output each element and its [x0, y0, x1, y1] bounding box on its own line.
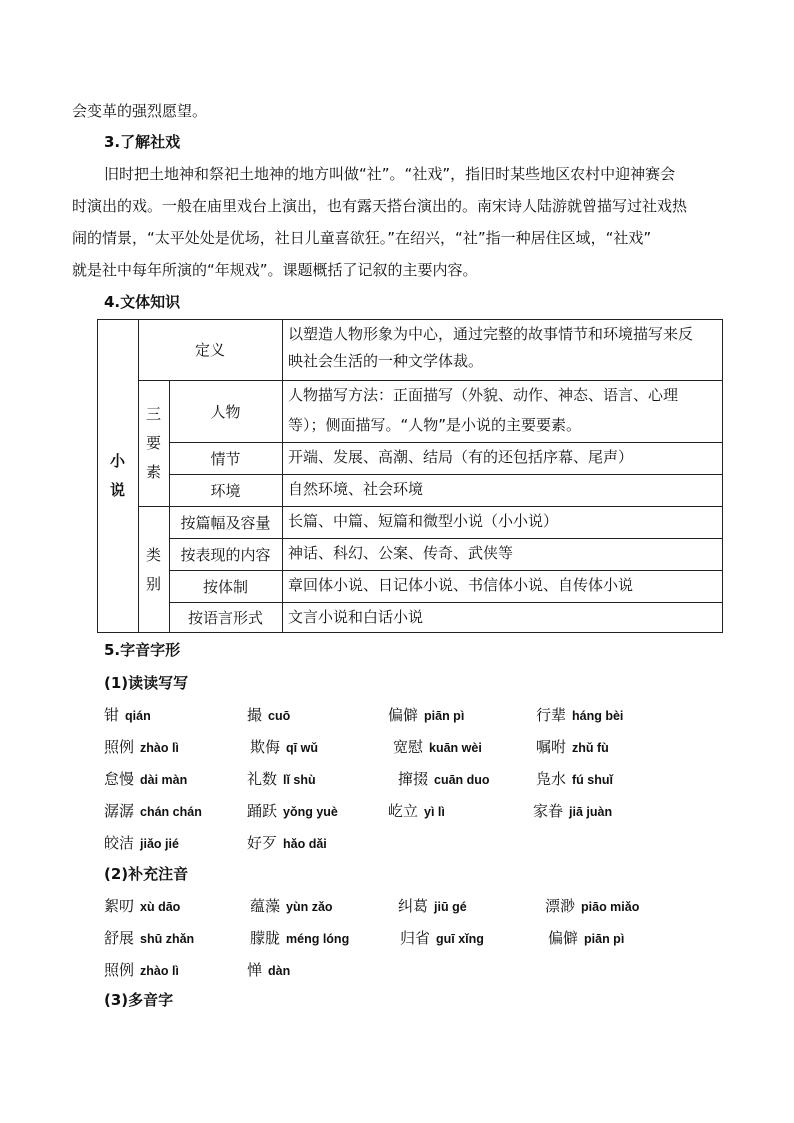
word-entry: [388, 801, 445, 822]
word-entry: [104, 833, 179, 854]
word-pinyin: zhào lì: [140, 741, 179, 755]
word-entry: [104, 960, 179, 981]
word-pinyin: piān pì: [584, 932, 625, 946]
word-entry: [536, 769, 613, 790]
definition-label: 定义: [194, 341, 225, 359]
word-entry: [250, 896, 333, 917]
word-pinyin: yùn zǎo: [286, 900, 333, 914]
word-characters: 朦胧: [250, 929, 281, 947]
word-characters: 礼数: [247, 770, 278, 788]
word-pinyin: zhào lì: [140, 964, 179, 978]
element-name-plot: 情节: [210, 449, 241, 468]
word-characters: 漂渺: [545, 897, 576, 915]
word-pinyin: yǒng yuè: [283, 805, 338, 819]
word-entry: [536, 705, 623, 726]
word-characters: 偏僻: [388, 706, 419, 724]
word-characters: 舒展: [104, 929, 135, 947]
category-desc-language: 文言小说和白话小说: [288, 608, 424, 626]
root-char-2: 说: [109, 481, 125, 499]
three-elements-label: [138, 380, 169, 506]
word-entry: [247, 705, 290, 726]
element-desc-character-2: 等）；侧面描写。“人物”是小说的主要要素。: [288, 416, 582, 434]
sub-3-heading: (3)多音字: [104, 991, 174, 1009]
word-pinyin: dàn: [268, 964, 291, 978]
element-desc-character-1: 人物描写方法：正面描写（外貌、动作、神态、语言、心理: [288, 386, 679, 404]
section-4-heading: 4.文体知识: [104, 293, 181, 311]
word-pinyin: jiǎo jié: [140, 837, 179, 851]
word-pinyin: shū zhǎn: [140, 932, 195, 946]
category-desc-content: 神话、科幻、公案、传奇、武侠等: [288, 544, 514, 562]
word-characters: 家眷: [533, 802, 564, 820]
paragraph-tail: 会变革的强烈愿望。: [72, 102, 208, 120]
category-char-2: 别: [145, 574, 161, 593]
word-entry: [393, 737, 482, 758]
section-3-line-2: 时演出的戏。一般在庙里戏台上演出，也有露天搭台演出的。南宋诗人陆游就曾描写过社戏热: [72, 197, 688, 215]
word-pinyin: fú shuǐ: [572, 773, 613, 787]
category-name-length: 按篇幅及容量: [180, 513, 271, 532]
word-characters: 皎洁: [104, 834, 135, 852]
word-characters: 照例: [104, 961, 135, 979]
word-entry: [250, 737, 318, 758]
word-characters: 钳: [104, 706, 120, 724]
word-characters: 撺掇: [398, 770, 429, 788]
word-pinyin: qī wǔ: [286, 741, 318, 755]
section-5-heading: 5.字音字形: [104, 641, 181, 659]
word-pinyin: kuān wèi: [429, 741, 482, 755]
novel-knowledge-table: [97, 319, 723, 633]
element-name-character: 人物: [210, 402, 241, 421]
word-characters: 蕴藻: [250, 897, 281, 915]
word-entry: [398, 896, 467, 917]
definition-line-1: 以塑造人物形象为中心，通过完整的故事情节和环境描写来反: [288, 325, 694, 343]
word-characters: 欺侮: [250, 738, 281, 756]
word-entry: [104, 769, 187, 790]
word-entry: [533, 801, 612, 822]
word-pinyin: guī xǐng: [436, 932, 484, 946]
category-name-language: 按语言形式: [187, 609, 263, 627]
word-pinyin: cuō: [268, 709, 291, 723]
word-pinyin: piāo miǎo: [581, 900, 640, 914]
element-desc-plot: 开端、发展、高潮、结局（有的还包括序幕、尾声）: [288, 448, 634, 466]
word-pinyin: chán chán: [140, 805, 202, 819]
word-entry: [388, 705, 464, 726]
category-name-content: 按表现的内容: [180, 545, 271, 564]
word-entry: [247, 833, 327, 854]
word-characters: 好歹: [247, 834, 278, 852]
word-characters: 踊跃: [247, 802, 278, 820]
word-entry: [536, 737, 609, 758]
word-pinyin: háng bèi: [572, 709, 624, 723]
elements-char-2: 要: [145, 433, 161, 452]
word-characters: 行辈: [536, 706, 567, 724]
elements-char-3: 素: [145, 462, 161, 481]
word-characters: 屹立: [388, 802, 419, 820]
sub-1-heading: (1)读读写写: [104, 674, 189, 692]
word-pinyin: jiū gé: [434, 900, 467, 914]
word-pinyin: jiā juàn: [569, 805, 613, 819]
category-char-1: 类: [145, 545, 161, 564]
word-characters: 纠葛: [398, 897, 429, 915]
word-characters: 怠慢: [104, 770, 135, 788]
word-characters: 嘱咐: [536, 738, 567, 756]
elements-char-1: 三: [145, 404, 161, 423]
word-characters: 归省: [400, 929, 431, 947]
section-3-line-4: 就是社中每年所演的“年规戏”。课题概括了记叙的主要内容。: [72, 261, 478, 279]
word-entry: [250, 928, 349, 949]
definition-line-2: 映社会生活的一种文学体裁。: [288, 352, 484, 370]
element-name-setting: 环境: [210, 481, 241, 500]
word-characters: 絮叨: [104, 897, 135, 915]
word-characters: 照例: [104, 738, 135, 756]
word-entry: [247, 769, 316, 790]
word-characters: 惮: [247, 961, 263, 979]
category-desc-length: 长篇、中篇、短篇和微型小说（小小说）: [288, 512, 559, 530]
section-3-heading: 3.了解社戏: [104, 133, 181, 151]
word-pinyin: méng lóng: [286, 932, 350, 946]
word-characters: 撮: [247, 706, 263, 724]
sub-2-heading: (2)补充注音: [104, 865, 189, 883]
word-entry: [104, 928, 194, 949]
category-name-form: 按体制: [202, 577, 248, 596]
word-characters: 凫水: [536, 770, 567, 788]
word-entry: [247, 801, 338, 822]
word-entry: [400, 928, 484, 949]
word-entry: [104, 896, 180, 917]
word-pinyin: qián: [125, 709, 151, 723]
word-pinyin: lǐ shù: [283, 773, 316, 787]
word-pinyin: xù dāo: [140, 900, 181, 914]
word-pinyin: cuān duo: [434, 773, 490, 787]
word-entry: [398, 769, 490, 790]
word-entry: [104, 705, 151, 726]
word-entry: [104, 737, 179, 758]
word-entry: [104, 801, 202, 822]
word-pinyin: yì lì: [424, 805, 445, 819]
section-3-line-1: 旧时把土地神和祭祀土地神的地方叫做“社”。“社戏”，指旧时某些地区农村中迎神赛会: [104, 165, 676, 183]
section-3-line-3: 闹的情景，“太平处处是优场，社日儿童喜欲狂。”在绍兴，“社”指一种居住区域，“社戏”: [72, 229, 652, 247]
table-root-label: [97, 319, 138, 633]
word-pinyin: zhǔ fù: [572, 741, 609, 755]
word-pinyin: hǎo dǎi: [283, 837, 327, 851]
word-characters: 宽慰: [393, 738, 424, 756]
word-characters: 潺潺: [104, 802, 135, 820]
word-pinyin: piān pì: [424, 709, 465, 723]
root-char-1: 小: [109, 452, 125, 470]
word-entry: [548, 928, 624, 949]
word-entry: [545, 896, 639, 917]
element-desc-setting: 自然环境、社会环境: [288, 480, 424, 498]
word-entry: [247, 960, 290, 981]
word-characters: 偏僻: [548, 929, 579, 947]
category-desc-form: 章回体小说、日记体小说、书信体小说、自传体小说: [288, 576, 634, 594]
word-pinyin: dài màn: [140, 773, 188, 787]
category-label: [138, 506, 169, 633]
